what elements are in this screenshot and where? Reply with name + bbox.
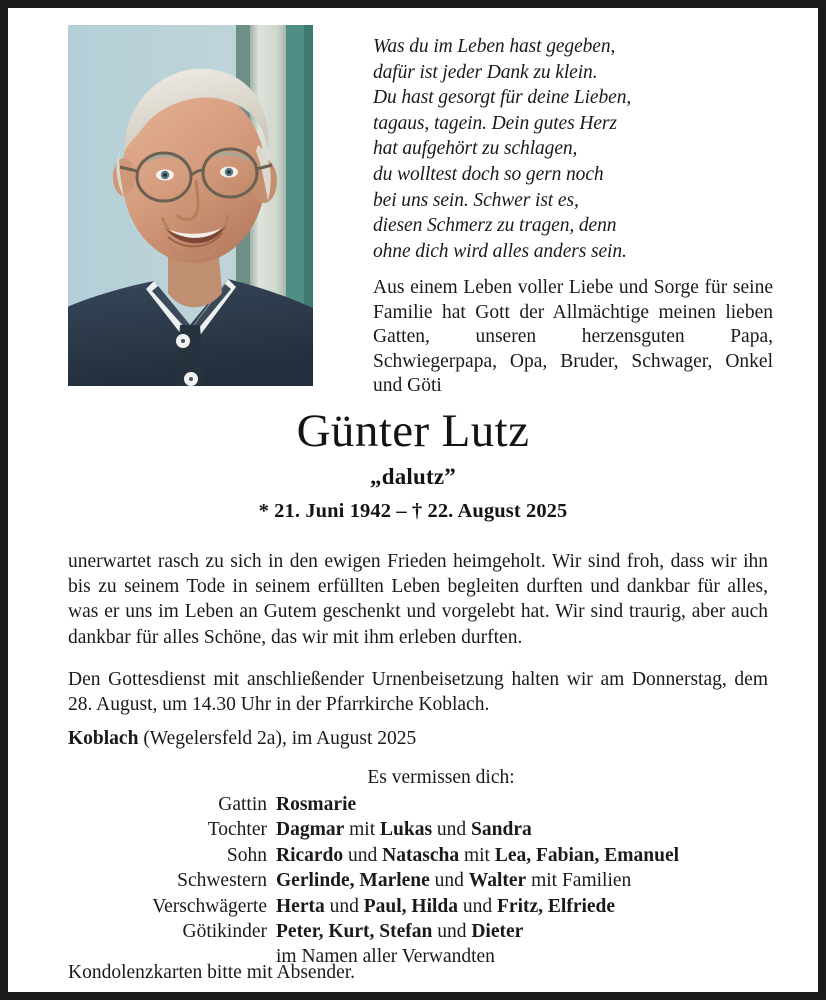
survivor-names: Ricardo und Natascha mit Lea, Fabian, Emanuel xyxy=(276,844,680,866)
verse-line: dafür ist jeder Dank zu klein. xyxy=(373,61,598,83)
address-and-month: (Wegelersfeld 2a), im August 2025 xyxy=(138,728,417,749)
list-item xyxy=(68,894,768,919)
survivor-role: Verschwägerte xyxy=(152,895,267,917)
list-item xyxy=(68,792,768,817)
verse-line: ohne dich wird alles anders sein. xyxy=(373,240,627,262)
verse-line: Du hast gesorgt für deine Lieben, xyxy=(373,87,632,109)
top-block xyxy=(8,8,818,397)
survivors-closing-text: im Namen aller Verwandten xyxy=(276,946,495,968)
verse-line: Was du im Leben hast gegeben, xyxy=(373,36,616,57)
survivor-role: Sohn xyxy=(226,844,267,866)
name-block xyxy=(8,404,818,523)
verse-line: diesen Schmerz zu tragen, denn xyxy=(373,215,617,237)
survivors-list xyxy=(68,792,768,970)
verse-line: hat aufgehört zu schlagen, xyxy=(373,138,578,160)
survivor-role: Tochter xyxy=(207,819,267,841)
survivor-names: Dagmar mit Lukas und Sandra xyxy=(276,819,532,841)
continuation-paragraph: unerwartet rasch zu sich in den ewigen Frieden heimgeholt. Wir sind froh, dass wir ihn bis zu seinem Tode in seinem erfüllten Leben begleiten durften und dankbar für alles, was er uns im Leben an Gutem geschenkt und vorgelebt hat. Wir sind traurig, aber auch dankbar für alles Schöne, das wir mit ihm erleben durften. xyxy=(68,551,768,648)
survivor-names: Gerlinde, Marlene und Walter mit Familien xyxy=(276,870,632,892)
service-paragraph: Den Gottesdienst mit anschließender Urnenbeisetzung halten wir am Donnerstag, dem 28. August, um 14.30 Uhr in der Pfarrkirche Koblach. xyxy=(68,669,768,716)
portrait-illustration xyxy=(68,25,313,386)
survivor-names: Peter, Kurt, Stefan und Dieter xyxy=(276,921,524,943)
survivor-names: Herta und Paul, Hilda und Fritz, Elfriede xyxy=(276,895,616,917)
lifespan-dates: * 21. Juni 1942 – † 22. August 2025 xyxy=(258,500,568,522)
verse-line: tagaus, tagein. Dein gutes Herz xyxy=(373,112,617,134)
list-item xyxy=(68,817,768,842)
condolence-note: Kondolenzkarten bitte mit Absender. xyxy=(68,962,356,983)
survivors-heading: Es vermissen dich: xyxy=(367,767,515,788)
intro-paragraph: Aus einem Leben voller Liebe und Sorge für seine Familie hat Gott der Allmächtige meinen lieben Gatten, unseren herzensguten Papa, Schwiegerpapa, Opa, Bruder, Schwager, Onkel und Göti xyxy=(373,277,773,397)
nickname: „dalutz” xyxy=(370,464,456,489)
survivor-role: Götikinder xyxy=(182,921,267,943)
town-name: Koblach xyxy=(68,728,139,749)
verse-poem xyxy=(373,34,793,264)
place-and-date-line xyxy=(68,726,768,751)
list-item xyxy=(68,843,768,868)
survivor-role: Schwestern xyxy=(177,870,267,892)
survivor-names: Rosmarie xyxy=(276,794,357,815)
survivor-role: Gattin xyxy=(218,794,267,815)
verse-line: du wolltest doch so gern noch xyxy=(373,163,604,185)
page-title: Günter Lutz xyxy=(296,405,530,457)
list-item xyxy=(68,868,768,893)
notice-inner-panel xyxy=(8,8,818,992)
list-item xyxy=(68,919,768,944)
portrait-photograph xyxy=(68,25,313,386)
verse-line: bei uns sein. Schwer ist es, xyxy=(373,189,579,211)
